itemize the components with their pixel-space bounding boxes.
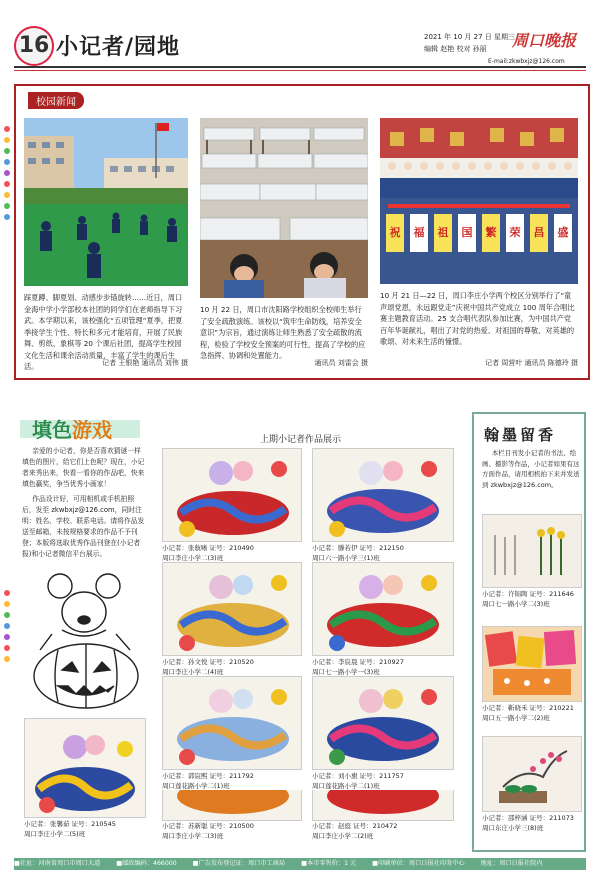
works-section-title: 上期小记者作品展示 xyxy=(260,435,342,445)
work-author: 小记者：刘小旗 xyxy=(312,772,358,780)
work-id: 证号：211792 xyxy=(209,772,254,780)
work-caption xyxy=(312,544,456,563)
game-title xyxy=(32,414,112,443)
work-author: 小记者：孙文悦 xyxy=(162,658,208,666)
news-photo-choir xyxy=(380,118,578,284)
work-id: 证号：210500 xyxy=(209,822,254,830)
footer-item: ■本市零售价：1 元 xyxy=(301,860,357,867)
work-school: 周口李庄小学二(3)班 xyxy=(162,553,224,562)
work-id: 证号：211073 xyxy=(529,814,574,822)
work-author: 小记者：邵梓涵 xyxy=(482,814,528,822)
campus-news-tag: 校园新闻 xyxy=(28,92,84,109)
work-id: 证号：210472 xyxy=(353,822,398,830)
footer-item: ■印刷单位：周口日报社印务中心 xyxy=(372,860,465,867)
calligraphy-work-caption xyxy=(482,704,586,723)
work-image xyxy=(312,676,454,770)
game-title-part-2: 游戏 xyxy=(72,418,112,442)
news-photo-martial-arts xyxy=(24,118,188,286)
calligraphy-work-caption xyxy=(482,590,586,609)
work-image xyxy=(162,562,302,656)
footer-item: ■广告发布登记证：周口市工商局 xyxy=(192,860,286,867)
news-credit-1: 记者 王银艳 通讯员 刘伟 摄 xyxy=(102,359,188,367)
work-school: 周口七一路小学一(3)班 xyxy=(312,667,380,676)
work-school: 周口莲花路小学二(1)班 xyxy=(162,781,230,790)
news-credit-2: 通讯员 刘雷会 摄 xyxy=(314,359,368,367)
section-title: 小记者/园地 xyxy=(56,35,181,60)
newspaper-logo: 周口晚报 xyxy=(512,31,577,50)
work-caption xyxy=(312,658,456,677)
game-intro-paragraph: 作品设计好，可用相机或手机拍照后，发至 zkwbxjz@126.com，同时注明：姓名、学校、联系电话。请将作品发送至邮箱，未按规格要求的作品不予刊登；本版将选取优秀作品刊登在(小记者报)和小记者微信平台展示。 xyxy=(22,495,145,558)
work-image xyxy=(24,718,146,818)
work-school: 周口李庄小学二(5)班 xyxy=(24,829,86,838)
page-footer xyxy=(14,858,586,870)
work-caption xyxy=(162,772,302,791)
banner-char: 昌 xyxy=(530,214,548,252)
work-image xyxy=(312,448,454,542)
work-author: 小记者：郭宸熙 xyxy=(162,772,208,780)
work-author: 小记者：李宸晨 xyxy=(312,658,358,666)
work-school: 周口李庄小学二(2)班 xyxy=(312,831,374,840)
calligraphy-work-image xyxy=(482,514,582,588)
page-number: 16 xyxy=(14,26,54,66)
work-author: 小记者：苏新聪 xyxy=(162,822,208,830)
calligraphy-title: 翰墨留香 xyxy=(484,426,557,444)
banner-char: 祖 xyxy=(434,214,452,252)
work-school: 周口莲花路小学二(1)班 xyxy=(312,781,380,790)
issue-date: 2021 年 10 月 27 日 星期三 xyxy=(424,33,515,41)
work-id: 证号：211646 xyxy=(529,590,574,598)
work-caption xyxy=(162,544,302,563)
banner-char: 盛 xyxy=(554,214,572,252)
calligraphy-work-image xyxy=(482,626,582,702)
work-author: 小记者：张馨茹 xyxy=(24,820,70,828)
calligraphy-intro-text: 本栏目刊发小记者的书法、绘画、摄影等作品，小记者如果有这方面作品，请用相机拍下来并发送到 zkwbxjz@126.com。 xyxy=(482,449,580,489)
banner-char: 祝 xyxy=(386,214,404,252)
banner-char: 国 xyxy=(458,214,476,252)
work-caption xyxy=(162,658,302,677)
editor-line: 编辑 赵艳 校对 孙丽 xyxy=(424,45,487,53)
work-caption xyxy=(162,822,302,841)
calligraphy-intro xyxy=(482,448,582,490)
masthead-rule xyxy=(14,66,586,68)
work-author: 小记者：靳晓禾 xyxy=(482,704,528,712)
footer-item: ■社址：河南省周口市周口大道 xyxy=(14,860,101,867)
game-intro-paragraph: 亲爱的小记者，你是否喜欢猜谜一样填色的图片，给它们上色呢？现在，小记者来秀出来，快看一看你的作品吧，快来填色赢奖，争当优秀小画家！ xyxy=(22,447,145,488)
work-author: 小记者：许锦陶 xyxy=(482,590,528,598)
choir-banner xyxy=(386,214,572,252)
work-id: 证号：210545 xyxy=(71,820,116,828)
work-id: 证号：210927 xyxy=(359,658,404,666)
masthead-rule-accent xyxy=(14,70,586,71)
work-image xyxy=(162,676,302,770)
footer-item: ■邮政编码：466000 xyxy=(116,860,177,867)
news-caption-1: 踩夏蹲、脚夏划、动感步步锚旋转……近日，周口金海中学小学部校本社团的同学们在老师指导下习武。本学期以来，该校强化“五项管理”夏季，把夏季接学生个性、特长和多元才能培育，开展了民族舞、剪纸、象棋等 20 个课后社团，提高学生校园文化生活和课余活动质量，丰富了学生的课后生活。 xyxy=(24,293,183,371)
work-author: 小记者：滕若伊 xyxy=(312,544,358,552)
news-caption-3: 10 月 21 日—22 日，周口李庄小学两个校区分别举行了“童声颂党恩，永远跟党走”庆祝中国共产党成立 100 周年合唱比赛主题教育活动。25 支合唱代表队参加比赛，为中国共产党百年华诞献礼，唱出了对党的热爱、对祖国的尊敬、对英雄的歌颂、对未来生活的憧憬。 xyxy=(380,291,575,346)
work-caption xyxy=(24,820,148,839)
work-id: 证号：211757 xyxy=(359,772,404,780)
work-caption xyxy=(312,772,456,791)
banner-char: 福 xyxy=(410,214,428,252)
calligraphy-work-image xyxy=(482,736,582,812)
game-title-part-1: 填色 xyxy=(32,418,72,442)
game-intro xyxy=(22,446,146,564)
work-id: 证号：210520 xyxy=(209,658,254,666)
footer-item: 地址：周口日报社院内 xyxy=(480,860,543,867)
work-school: 周口李庄小学二(4)班 xyxy=(162,667,224,676)
work-image xyxy=(312,790,454,821)
work-author: 小记者：张航晰 xyxy=(162,544,208,552)
work-caption xyxy=(312,822,456,841)
work-school: 周口东庄小学三(8)班 xyxy=(482,823,544,832)
banner-char: 荣 xyxy=(506,214,524,252)
work-image xyxy=(162,448,302,542)
news-photo-safety-drill xyxy=(200,118,368,298)
work-id: 证号：212150 xyxy=(359,544,404,552)
work-school: 周口七一路小学二(3)班 xyxy=(482,599,550,608)
coloring-template-image xyxy=(22,572,152,712)
news-credit-3: 记者 周营叶 通讯员 陈德玲 摄 xyxy=(485,359,578,367)
work-id: 证号：210490 xyxy=(209,544,254,552)
calligraphy-work-caption xyxy=(482,814,586,833)
work-school: 周口五一路小学二(2)班 xyxy=(482,713,550,722)
decorative-dots xyxy=(4,126,10,225)
work-school: 周口六一路小学三(1)班 xyxy=(312,553,380,562)
work-author: 小记者：赵庭 xyxy=(312,822,351,830)
work-id: 证号：210221 xyxy=(529,704,574,712)
work-school: 周口李庄小学二(3)班 xyxy=(162,831,224,840)
banner-char: 繁 xyxy=(482,214,500,252)
contact-email: E-mail:zkwbxjz@126.com xyxy=(488,58,565,65)
work-image xyxy=(312,562,454,656)
work-image xyxy=(162,790,302,821)
news-caption-2: 10 月 22 日，周口市沈阳路学校组织全校师生举行了安全疏散演练。该校以“筑牢生命防线，培养安全意识”为宗旨，通过演练让师生熟悉了安全疏散的流程，检验了学校安全预案的可行性，提高了学校的应急指挥、协调和处置能力。 xyxy=(200,305,366,360)
decorative-dots xyxy=(4,590,10,667)
